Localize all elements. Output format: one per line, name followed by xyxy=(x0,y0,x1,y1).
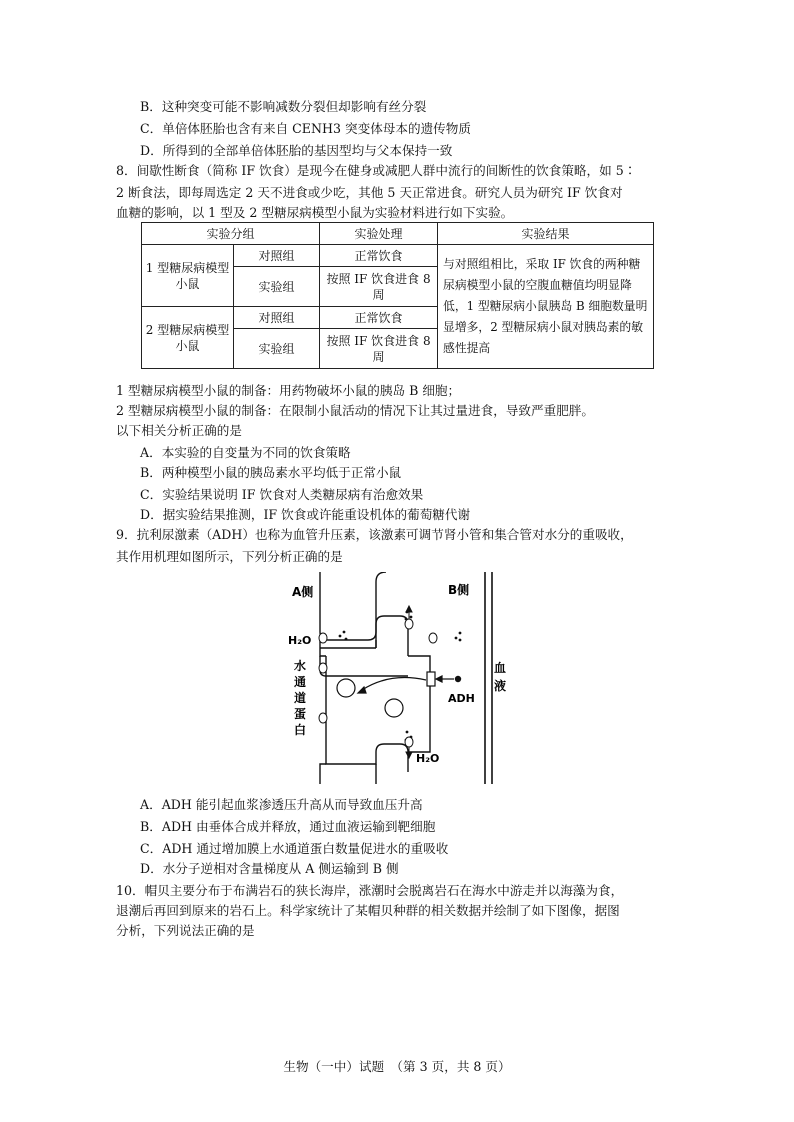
q9-option-d: D．水分子逆相对含量梯度从 A 侧运输到 B 侧 xyxy=(140,861,399,876)
q8-stem-line-3: 血糖的影响，以 1 型及 2 型糖尿病模型小鼠为实验材料进行如下实验。 xyxy=(116,205,514,220)
q8-note-1: 1 型糖尿病模型小鼠的制备：用药物破坏小鼠的胰岛 B 细胞； xyxy=(116,383,461,398)
svg-text:道: 道 xyxy=(294,691,307,705)
q8-ask: 以下相关分析正确的是 xyxy=(116,423,242,438)
type2-experimental: 实验组 xyxy=(234,329,320,369)
signal-arrow xyxy=(358,678,426,693)
aquaporin-vesicles xyxy=(337,679,403,717)
q8-option-d: D．据实验结果推测，IF 饮食或许能重设机体的葡萄糖代谢 xyxy=(140,507,471,522)
group-type1: 1 型糖尿病模型小鼠 xyxy=(142,245,234,307)
header-group: 实验分组 xyxy=(142,223,320,245)
q10-stem-line-2: 退潮后再回到原来的岩石上。科学家统计了某帽贝种群的相关数据并绘制了如下图像，据图 xyxy=(116,903,620,918)
svg-text:通: 通 xyxy=(294,675,307,689)
type2-control: 对照组 xyxy=(234,307,320,329)
prev-option-b: B．这种突变可能不影响减数分裂但却影响有丝分裂 xyxy=(140,99,427,114)
type1-control: 对照组 xyxy=(234,245,320,267)
header-result: 实验结果 xyxy=(438,223,654,245)
svg-text:白: 白 xyxy=(294,723,307,737)
q9-option-c: C．ADH 通过增加膜上水通道蛋白数量促进水的重吸收 xyxy=(140,841,449,856)
q8-option-c: C．实验结果说明 IF 饮食对人类糖尿病有治愈效果 xyxy=(140,487,424,502)
adh-label: ADH xyxy=(448,692,475,705)
type1-experimental-treatment: 按照 IF 饮食进食 8 周 xyxy=(320,267,438,307)
type1-control-treatment: 正常饮食 xyxy=(320,245,438,267)
type2-control-treatment: 正常饮食 xyxy=(320,307,438,329)
page-footer: 生物（一中）试题 （第 3 页，共 8 页） xyxy=(283,1059,511,1074)
side-a-label: A侧 xyxy=(292,585,314,599)
svg-text:蛋: 蛋 xyxy=(294,707,307,721)
q8-experiment-table xyxy=(141,222,654,369)
h2o-bottom-label: H₂O xyxy=(416,752,440,765)
q9-stem-line-2: 其作用机理如图所示，下列分析正确的是 xyxy=(116,549,343,564)
q10-stem-line-3: 分析，下列说法正确的是 xyxy=(116,923,255,938)
q8-stem-line-2: 2 断食法，即每周选定 2 天不进食或少吃，其他 5 天正常进食。研究人员为研究 IF 饮食对 xyxy=(116,185,623,200)
q8-note-2: 2 型糖尿病模型小鼠的制备：在限制小鼠活动的情况下让其过量进食，导致严重肥胖。 xyxy=(116,403,594,418)
q8-stem-line-1: 8．间歇性断食（简称 IF 饮食）是现今在健身或减肥人群中流行的间断性的饮食策略，如 5∶ xyxy=(116,163,637,178)
svg-text:血: 血 xyxy=(494,661,507,675)
adh-receptor xyxy=(427,672,435,686)
header-treatment: 实验处理 xyxy=(320,223,438,245)
aquaporin-channels xyxy=(319,619,437,747)
q9-stem-line-1: 9．抗利尿激素（ADH）也称为血管升压素，该激素可调节肾小管和集合管对水分的重吸收， xyxy=(116,527,633,542)
q8-option-a: A．本实验的自变量为不同的饮食策略 xyxy=(140,445,351,460)
h2o-left-label: H₂O xyxy=(288,634,312,647)
svg-text:水: 水 xyxy=(294,659,307,673)
prev-option-c: C．单倍体胚胎也含有来自 CENH3 突变体母本的遗传物质 xyxy=(140,121,471,136)
q10-stem-line-1: 10．帽贝主要分布于布满岩石的狭长海岸，涨潮时会脱离岩石在海水中游走并以海藻为食， xyxy=(116,883,624,898)
q8-option-b: B．两种模型小鼠的胰岛素水平均低于正常小鼠 xyxy=(140,465,402,480)
type1-experimental: 实验组 xyxy=(234,267,320,307)
aquaporin-label xyxy=(294,658,306,737)
type2-experimental-treatment: 按照 IF 饮食进食 8 周 xyxy=(320,329,438,369)
blood-label xyxy=(494,660,506,693)
q9-option-a: A．ADH 能引起血浆渗透压升高从而导致血压升高 xyxy=(140,797,423,812)
side-b-label: B侧 xyxy=(448,583,470,597)
group-type2: 2 型糖尿病模型小鼠 xyxy=(142,307,234,369)
adh-mechanism-figure xyxy=(280,572,520,784)
adh-molecule xyxy=(455,676,461,682)
experiment-result: 与对照组相比，采取 IF 饮食的两种糖尿病模型小鼠的空腹血糖值均明显降低，1 型糖尿病小鼠胰岛 B 细胞数量明显增多，2 型糖尿病小鼠对胰岛素的敏感性提高 xyxy=(438,245,654,369)
q9-option-b: B．ADH 由垂体合成并释放，通过血液运输到靶细胞 xyxy=(140,819,436,834)
adh-arrow xyxy=(436,676,454,682)
svg-text:液: 液 xyxy=(494,679,507,693)
prev-option-d: D．所得到的全部单倍体胚胎的基因型均与父本保持一致 xyxy=(140,143,453,158)
